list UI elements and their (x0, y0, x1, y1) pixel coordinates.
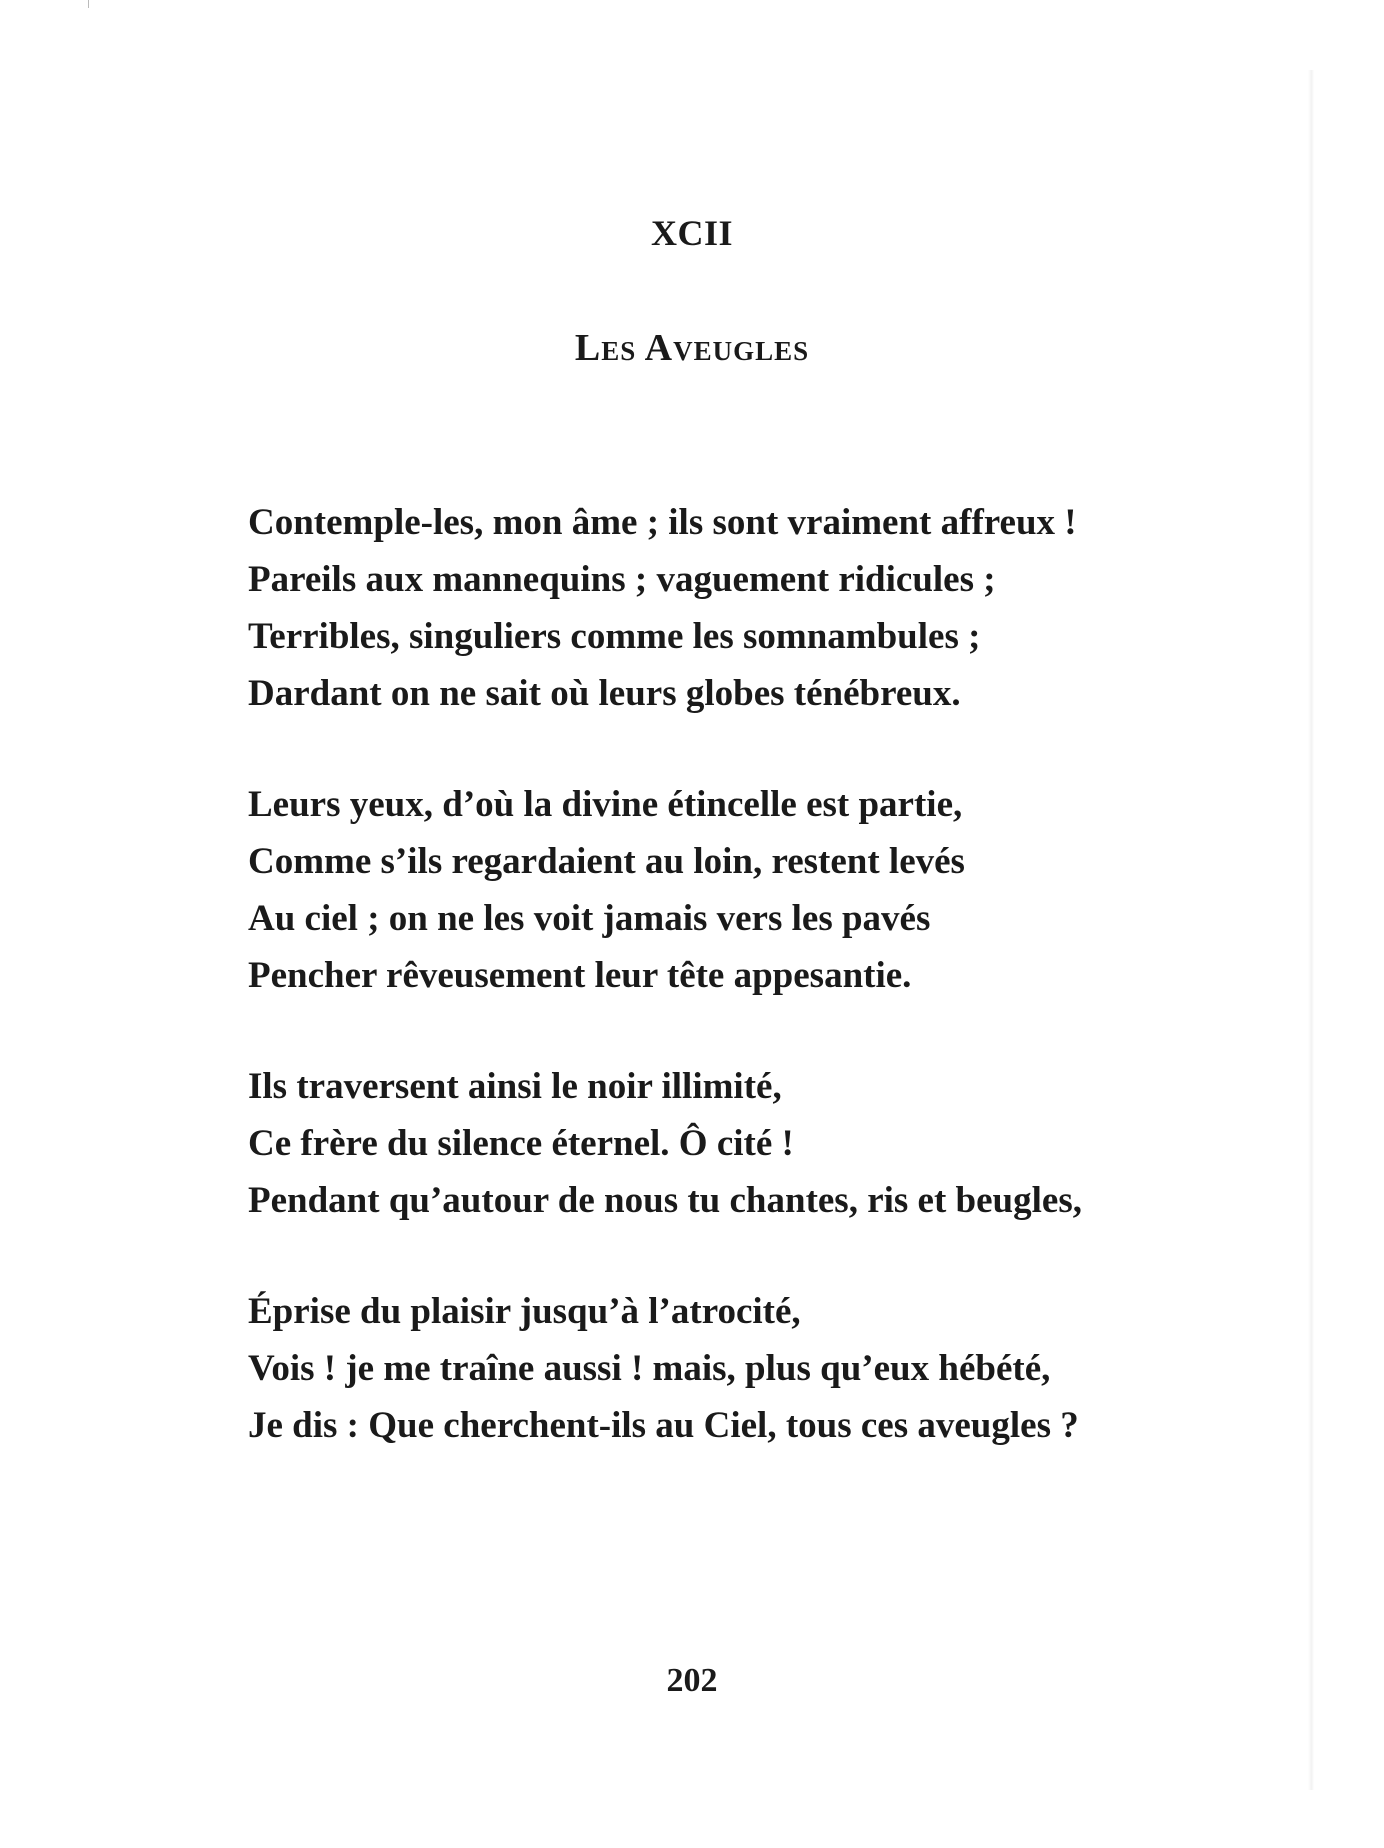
stanza-2 (248, 776, 1308, 1004)
poem-line: Éprise du plaisir jusqu’à l’atrocité, (248, 1291, 801, 1332)
poem-title: Les Aveugles (574, 327, 810, 369)
poem-line: Ce frère du silence éternel. Ô cité ! (248, 1123, 794, 1164)
poem-line: Comme s’ils regardaient au loin, restent levés (248, 841, 965, 882)
poem-line: Pareils aux mannequins ; vaguement ridicules ; (248, 559, 996, 600)
poem-line: Je dis : Que cherchent-ils au Ciel, tous ces aveugles ? (248, 1405, 1079, 1446)
poem-line: Dardant on ne sait où leurs globes ténébreux. (248, 673, 961, 714)
poem-line: Terribles, singuliers comme les somnambules ; (248, 616, 981, 657)
page-number: 202 (666, 1662, 718, 1699)
stanza-3 (248, 1058, 1308, 1229)
poem-line: Pendant qu’autour de nous tu chantes, ris et beugles, (248, 1180, 1082, 1221)
poem-line: Contemple-les, mon âme ; ils sont vraiment affreux ! (248, 502, 1077, 543)
poem-line: Pencher rêveusement leur tête appesantie. (248, 955, 912, 996)
chapter-number: XCII (650, 213, 733, 253)
poem-line: Leurs yeux, d’où la divine étincelle est partie, (248, 784, 963, 825)
scan-corner-mark (88, 0, 95, 8)
stanza-1 (248, 494, 1308, 722)
poem-body (248, 494, 1308, 1508)
stanza-4 (248, 1283, 1308, 1454)
poem-line: Ils traversent ainsi le noir illimité, (248, 1066, 782, 1107)
poem-line: Au ciel ; on ne les voit jamais vers les pavés (248, 898, 931, 939)
poem-line: Vois ! je me traîne aussi ! mais, plus qu’eux hébété, (248, 1348, 1051, 1389)
